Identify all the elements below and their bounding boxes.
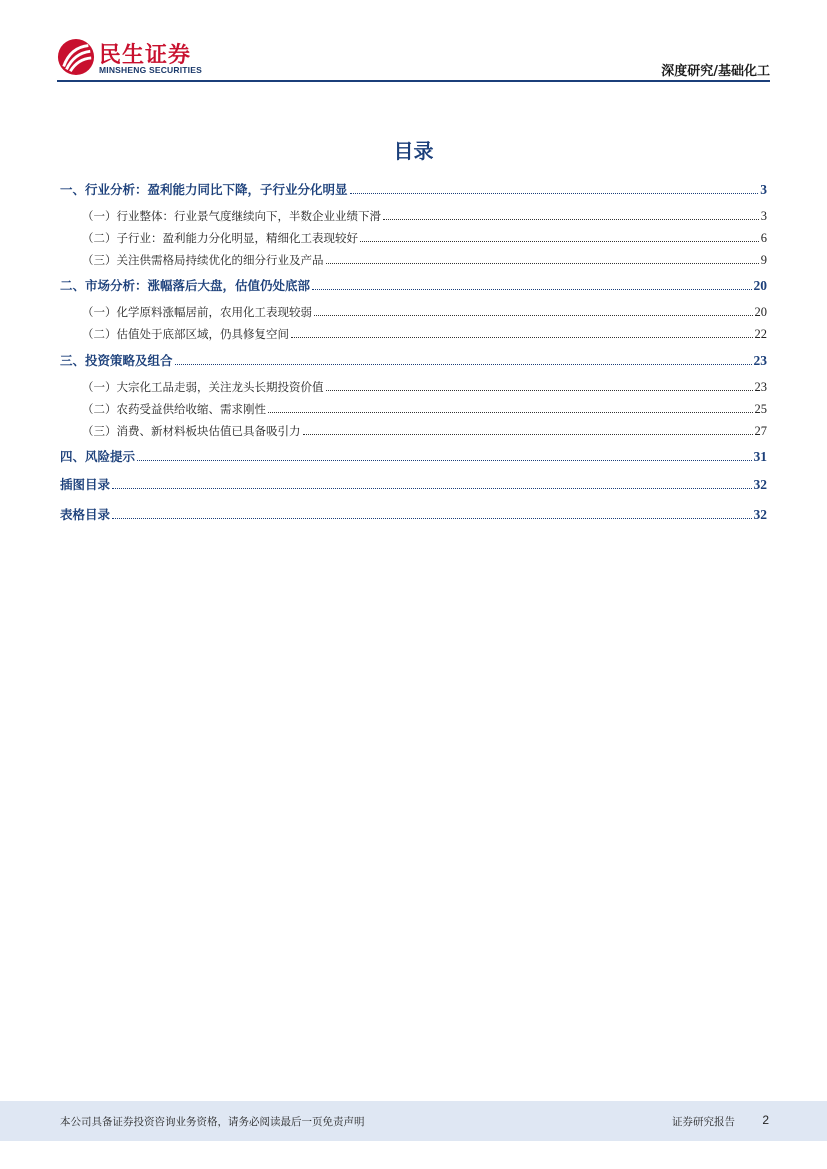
toc-dot-leader <box>383 219 759 220</box>
toc-dot-leader <box>303 434 753 435</box>
toc-subsection-link[interactable] <box>82 228 767 246</box>
toc-dot-leader <box>326 390 753 391</box>
toc-dot-leader <box>112 518 751 519</box>
toc-dot-leader <box>175 364 752 365</box>
toc-subsection-link[interactable] <box>82 399 767 417</box>
page-header <box>57 36 770 82</box>
toc-page-number: 32 <box>753 507 767 522</box>
toc-subsection-link[interactable] <box>82 250 767 268</box>
toc-entry-title: （三）消费、新材料板块估值已具备吸引力 <box>82 424 301 438</box>
toc-page-number: 25 <box>754 402 767 416</box>
toc-entry-title: （一）化学原料涨幅居前，农用化工表现较弱 <box>82 305 312 319</box>
toc-dot-leader <box>326 263 759 264</box>
toc-section-link[interactable] <box>60 180 767 198</box>
toc-entry-title: 一、行业分析：盈利能力同比下降，子行业分化明显 <box>60 182 348 197</box>
toc-dot-leader <box>360 241 759 242</box>
toc-subsection-link[interactable] <box>82 377 767 395</box>
logo-english-name: MINSHENG SECURITIES <box>99 65 202 75</box>
header-divider <box>57 80 770 82</box>
toc-dot-leader <box>112 488 751 489</box>
toc-entry-title: 四、风险提示 <box>60 449 136 464</box>
toc-page-number: 9 <box>760 253 767 267</box>
toc-entry-title: 二、市场分析：涨幅落后大盘，估值仍处底部 <box>60 278 311 293</box>
toc-dot-leader <box>312 289 751 290</box>
toc-section-link[interactable] <box>60 505 767 523</box>
toc-entry-title: （三）关注供需格局持续优化的细分行业及产品 <box>82 253 324 267</box>
toc-subsection-link[interactable] <box>82 324 767 342</box>
toc-entry-title: （二）估值处于底部区域，仍具修复空间 <box>82 327 289 341</box>
toc-entry-title: （一）大宗化工品走弱，关注龙头长期投资价值 <box>82 380 324 394</box>
toc-page-number: 23 <box>753 353 767 368</box>
toc-dot-leader <box>137 460 751 461</box>
toc-entry-title: （一）行业整体：行业景气度继续向下，半数企业业绩下滑 <box>82 209 381 223</box>
toc-page-number: 20 <box>753 278 767 293</box>
footer-disclaimer: 本公司具备证券投资咨询业务资格，请务必阅读最后一页免责声明 <box>60 1116 365 1128</box>
toc-subsection-link[interactable] <box>82 421 767 439</box>
toc-page-number: 6 <box>760 231 767 245</box>
page-number: 2 <box>762 1113 769 1127</box>
toc-page-number: 31 <box>753 449 767 464</box>
toc-section-link[interactable] <box>60 276 767 294</box>
toc-entry-title: 三、投资策略及组合 <box>60 353 173 368</box>
footer-doc-type: 证券研究报告 <box>672 1116 735 1128</box>
toc-dot-leader <box>291 337 753 338</box>
company-logo <box>57 36 217 80</box>
toc-page-number: 23 <box>754 380 767 394</box>
toc-page-number: 20 <box>754 305 767 319</box>
toc-page-number: 22 <box>754 327 767 341</box>
toc-page-number: 3 <box>760 182 767 197</box>
logo-chinese-name: 民生证券 <box>99 43 192 68</box>
toc-dot-leader <box>314 315 753 316</box>
toc-section-link[interactable] <box>60 351 767 369</box>
toc-entry-title: 插图目录 <box>60 477 111 492</box>
toc-section-link[interactable] <box>60 475 767 493</box>
page-footer <box>0 1101 827 1141</box>
toc-title: 目录 <box>393 139 434 163</box>
toc-subsection-link[interactable] <box>82 206 767 224</box>
toc-dot-leader <box>350 193 759 194</box>
report-category: 深度研究/基础化工 <box>661 64 770 79</box>
toc-subsection-link[interactable] <box>82 302 767 320</box>
minsheng-logo-icon <box>57 38 95 76</box>
toc-page-number: 3 <box>760 209 767 223</box>
toc-page-number: 32 <box>753 477 767 492</box>
toc-dot-leader <box>268 412 753 413</box>
toc-entry-title: 表格目录 <box>60 507 111 522</box>
toc-section-link[interactable] <box>60 447 767 465</box>
toc-entry-title: （二）农药受益供给收缩、需求刚性 <box>82 402 266 416</box>
toc-page-number: 27 <box>754 424 767 438</box>
toc-entry-title: （二）子行业：盈利能力分化明显，精细化工表现较好 <box>82 231 358 245</box>
